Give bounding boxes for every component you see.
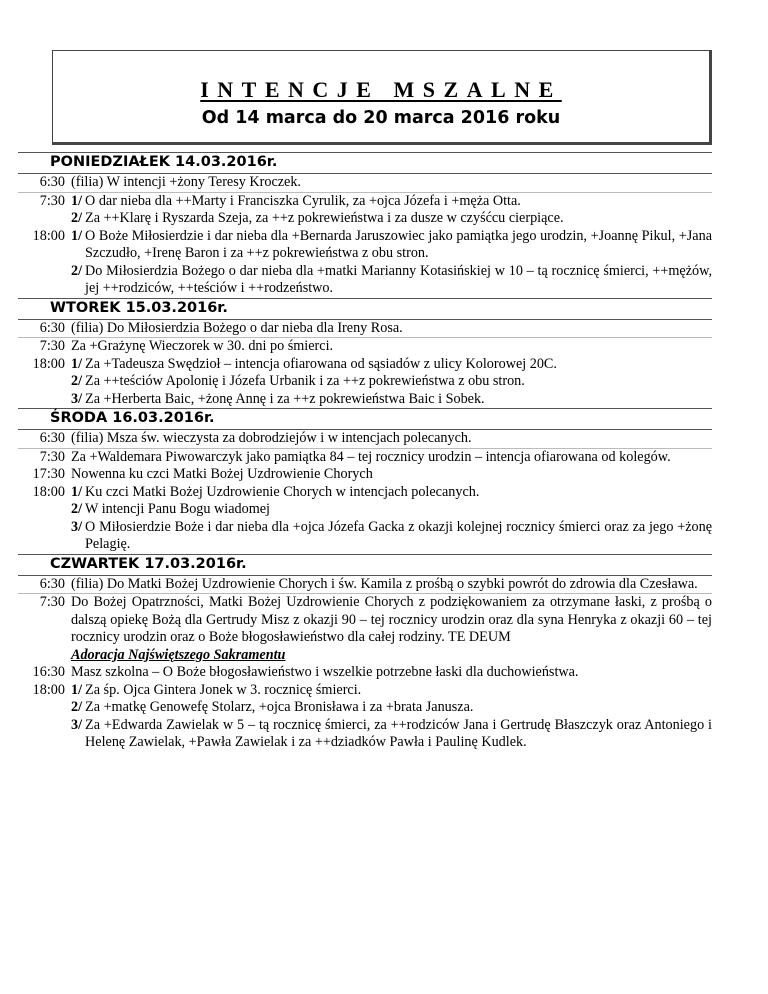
mass-time: 17:30 xyxy=(32,466,65,482)
intention-body xyxy=(71,430,712,448)
intention-text: Za ++teściów Apolonię i Józefa Urbanik i za ++z pokrewieństwa z obu stron. xyxy=(85,373,525,389)
intention-text: Za +matkę Genowefę Stolarz, +ojca Bronisława i za +brata Janusza. xyxy=(85,699,474,715)
intention-entry xyxy=(18,320,712,339)
intention-item xyxy=(71,664,712,682)
intention-number: 3/ xyxy=(71,518,83,535)
intention-body xyxy=(71,356,712,409)
mass-time: 18:00 xyxy=(32,483,65,500)
mass-time: 7:30 xyxy=(39,594,65,610)
intention-body xyxy=(71,594,712,647)
intention-entry xyxy=(18,664,712,682)
mass-time: 18:00 xyxy=(32,227,65,244)
intention-number: 2/ xyxy=(71,699,83,715)
intention-item xyxy=(71,391,712,409)
intention-number: 1/ xyxy=(71,483,83,500)
intention-number: 1/ xyxy=(71,192,83,209)
intention-entry xyxy=(18,174,712,193)
intention-item xyxy=(71,320,712,338)
mass-time: 6:30 xyxy=(39,430,65,446)
intention-text: Do Bożej Opatrzności, Matki Bożej Uzdrowienie Chorych z podziękowaniem za otrzymane łaski, z prośbą o dalszą opiekę Bożą dla Gertrudy Misz z okazji 90 – tej rocznicy urodzin oraz dla syna Henryka z okazji 60 – tej rocznicy urodzin oraz o Boże błogosławieństwo dla całej rodziny. TE DEUM xyxy=(71,594,712,645)
intention-item xyxy=(71,576,712,594)
intention-text: (filia) W intencji +żony Teresy Kroczek. xyxy=(71,174,301,190)
intention-text: Za +Edwarda Zawielak w 5 – tą rocznicę śmierci, za ++rodziców Jana i Gertrudę Błaszczyk oraz Antoniego i Helenę Zawielak, +Pawła Zawielak i za ++dziadków Pawła i Paulinę Kudlek. xyxy=(85,716,712,750)
intention-body xyxy=(71,228,712,298)
intention-item xyxy=(71,338,712,356)
mass-time: 7:30 xyxy=(39,338,65,354)
intention-item xyxy=(71,466,712,484)
intention-item xyxy=(71,210,712,228)
mass-time: 7:30 xyxy=(39,448,65,465)
intention-number: 3/ xyxy=(71,716,83,733)
intention-text: (filia) Msza św. wieczysta za dobrodziejów i w intencjach polecanych. xyxy=(71,430,472,446)
intention-item xyxy=(71,699,712,717)
intention-entry xyxy=(18,228,712,298)
intention-item xyxy=(71,430,712,448)
intention-number: 2/ xyxy=(71,501,83,517)
intention-text: Ku czci Matki Bożej Uzdrowienie Chorych w intencjach polecanych. xyxy=(85,483,480,500)
intention-body xyxy=(71,449,712,467)
intention-text: Za śp. Ojca Gintera Jonek w 3. rocznicę śmierci. xyxy=(85,681,362,698)
intention-text: Za ++Klarę i Ryszarda Szeja, za ++z pokrewieństwa i za dusze w czyśćcu cierpiące. xyxy=(85,210,564,226)
intention-entry xyxy=(18,466,712,484)
intention-body xyxy=(71,174,712,192)
mass-time: 16:30 xyxy=(32,664,65,680)
intention-number: 2/ xyxy=(71,210,83,226)
intention-item xyxy=(71,193,712,211)
intention-item xyxy=(71,356,712,374)
intention-item xyxy=(71,263,712,298)
intention-entry xyxy=(18,484,712,554)
intention-item xyxy=(71,501,712,519)
intention-entry xyxy=(18,576,712,595)
intention-item xyxy=(71,717,712,752)
mass-time: 18:00 xyxy=(32,681,65,698)
mass-time: 6:30 xyxy=(39,174,65,190)
intention-item xyxy=(71,519,712,554)
intention-number: 2/ xyxy=(71,262,83,279)
mass-time: 7:30 xyxy=(39,192,65,209)
day-heading: WTOREK 15.03.2016r. xyxy=(18,298,712,320)
mass-time: 6:30 xyxy=(39,575,65,592)
intention-body xyxy=(71,664,712,682)
intention-item xyxy=(71,174,712,192)
intention-entry xyxy=(18,449,712,467)
header-box xyxy=(52,50,712,145)
intention-body xyxy=(71,484,712,554)
intention-body xyxy=(71,682,712,752)
intention-body xyxy=(71,576,712,594)
intention-body xyxy=(71,338,712,356)
adoration-note: Adoracja Najświętszego Sakramentu xyxy=(71,646,286,663)
day-heading: ŚRODA 16.03.2016r. xyxy=(18,408,712,430)
intention-text: Za +Herberta Baic, +żonę Annę i za ++z pokrewieństwa Baic i Sobek. xyxy=(85,390,485,407)
intention-text: (filia) Do Matki Bożej Uzdrowienie Chorych i św. Kamila z prośbą o szybki powrót do zdrowia dla Czesława. xyxy=(71,575,698,592)
intention-text: O dar nieba dla ++Marty i Franciszka Cyrulik, za +ojca Józefa i +męża Otta. xyxy=(85,192,521,209)
intention-text: Do Miłosierdzia Bożego o dar nieba dla +matki Marianny Kotasińskiej w 10 – tą rocznicę śmierci, ++mężów, jej ++rodziców, ++teściów i ++rodzeństwo. xyxy=(85,262,712,296)
intention-text: O Boże Miłosierdzie i dar nieba dla +Bernarda Jaruszowiec jako pamiątka jego urodzin, +Joannę Pikul, +Jana Szczudło, +Irenę Baron i za ++z pokrewieństwa z obu stron. xyxy=(85,227,712,261)
mass-time: 6:30 xyxy=(39,319,65,336)
mass-time: 18:00 xyxy=(32,355,65,372)
intention-item xyxy=(71,484,712,502)
intention-text: Za +Tadeusza Swędzioł – intencja ofiarowana od sąsiadów z ulicy Kolorowej 20C. xyxy=(85,355,557,372)
day-heading: CZWARTEK 17.03.2016r. xyxy=(18,554,712,576)
intention-entry xyxy=(18,356,712,409)
intention-text: W intencji Panu Bogu wiadomej xyxy=(85,501,270,517)
intention-number: 2/ xyxy=(71,373,83,389)
intention-item xyxy=(71,449,712,467)
intention-item xyxy=(71,682,712,700)
date-range-subtitle: Od 14 marca do 20 marca 2016 roku xyxy=(201,108,561,128)
intention-body xyxy=(71,466,712,484)
intention-entry xyxy=(18,682,712,752)
intention-item xyxy=(71,373,712,391)
intention-text: Za +Waldemara Piwowarczyk jako pamiątka 84 – tej rocznicy urodzin – intencja ofiarowana od kolegów. xyxy=(71,448,671,465)
day-heading: PONIEDZIAŁEK 14.03.2016r. xyxy=(18,152,712,174)
intention-number: 1/ xyxy=(71,681,83,698)
intention-number: 1/ xyxy=(71,227,83,244)
intentions-list xyxy=(18,152,712,752)
intention-entry xyxy=(18,594,712,647)
intention-number: 1/ xyxy=(71,355,83,372)
intention-text: Nowenna ku czci Matki Bożej Uzdrowienie Chorych xyxy=(71,466,373,482)
intention-entry xyxy=(18,338,712,356)
intention-item xyxy=(71,228,712,263)
intention-text: Za +Grażynę Wieczorek w 30. dni po śmierci. xyxy=(71,338,334,354)
intention-number: 3/ xyxy=(71,390,83,407)
intention-text: Masz szkolna – O Boże błogosławieństwo i wszelkie potrzebne łaski dla duchowieństwa. xyxy=(71,664,579,680)
intention-entry xyxy=(18,430,712,449)
intention-text: (filia) Do Miłosierdzia Bożego o dar nieba dla Ireny Rosa. xyxy=(71,319,403,336)
intention-entry xyxy=(18,193,712,228)
intention-text: O Miłosierdzie Boże i dar nieba dla +ojca Józefa Gacka z okazji kolejnej rocznicy śmierci oraz za jego +żonę Pelagię. xyxy=(85,518,712,552)
page-title: INTENCJE MSZALNE xyxy=(200,77,562,102)
intention-item xyxy=(71,594,712,647)
intention-body xyxy=(71,193,712,228)
intention-body xyxy=(71,320,712,338)
